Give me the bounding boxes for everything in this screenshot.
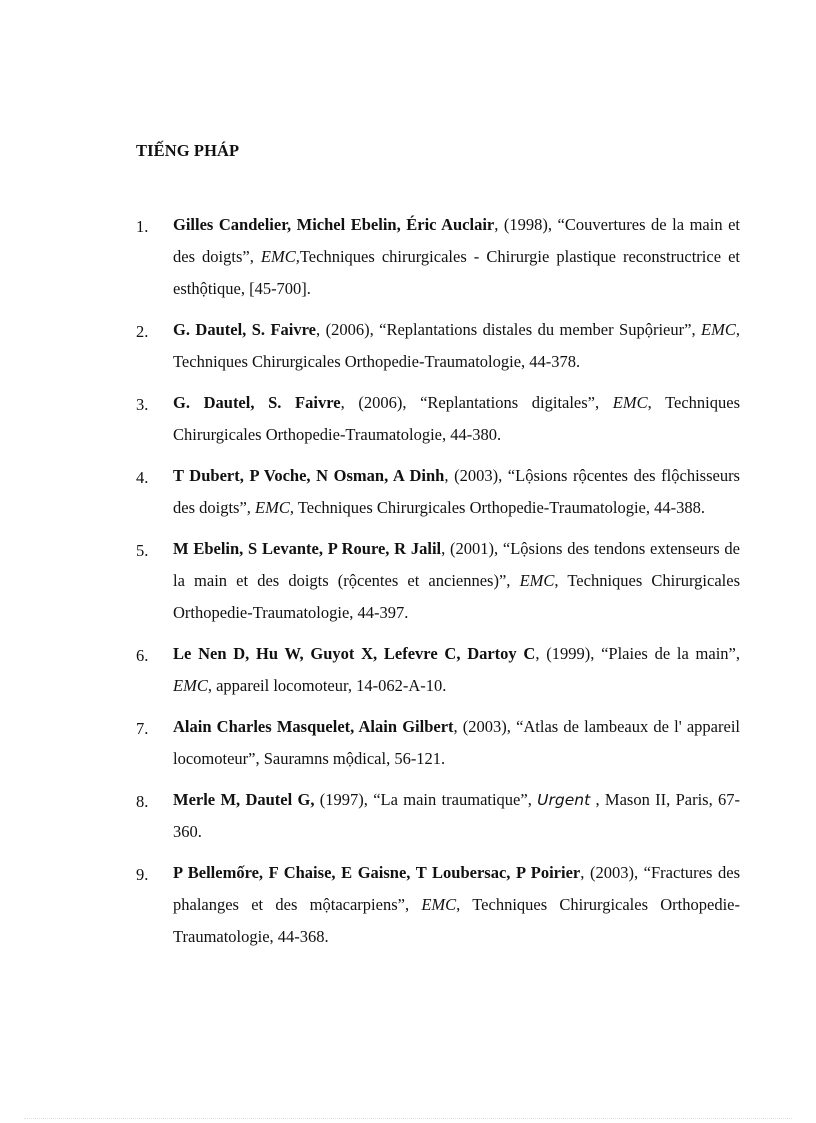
reference-source: , Techniques Chirurgicales Orthopedie-Traumatologie, 44-368. <box>173 894 740 947</box>
reference-authors: Le Nen D, Hu W, Guyot X, Lefevre C, Dartoy C <box>173 643 536 663</box>
reference-item-2 <box>136 314 740 378</box>
reference-number: 6. <box>136 645 149 665</box>
reference-item-6 <box>136 638 740 702</box>
reference-details: , (2003), “Lộsions rộcentes des flộchisseurs des doigts”, <box>173 465 740 518</box>
reference-details: , (1999), “Plaies de la main”, <box>535 643 740 663</box>
reference-number: 9. <box>136 864 149 884</box>
reference-item-3 <box>136 387 740 451</box>
reference-journal: EMC <box>173 676 208 696</box>
reference-item-4 <box>136 460 740 524</box>
reference-journal: EMC <box>519 571 555 591</box>
reference-details: , (1998), “Couvertures de la main et des doigts”, <box>173 215 741 267</box>
reference-item-5 <box>136 533 740 630</box>
reference-journal: EMC <box>612 393 648 413</box>
reference-authors: Alain Charles Masquelet, Alain Gilbert <box>173 716 454 736</box>
reference-source: , Techniques Chirurgicales Orthopedie-Traumatologie, 44-380. <box>173 393 740 445</box>
reference-source: , Techniques Chirurgicales Orthopedie-Traumatologie, 44-378. <box>173 320 740 372</box>
reference-authors: P Bellemốre, F Chaise, E Gaisne, T Loubersac, P Poirier <box>173 862 581 882</box>
reference-details: , (2006), “Replantations distales du member Supộrieur”, <box>316 320 702 340</box>
reference-item-9 <box>136 857 740 954</box>
reference-source: Techniques chirurgicales - Chirurgie plastique reconstructrice et esthộtique, [45-700]. <box>173 247 740 299</box>
reference-number: 3. <box>136 395 149 415</box>
reference-journal: Urgent <box>537 790 591 809</box>
reference-item-1 <box>136 209 740 306</box>
reference-authors: Merle M, Dautel G, <box>173 789 315 809</box>
reference-source: , appareil locomoteur, 14-062-A-10. <box>207 676 447 696</box>
reference-details: , (2003), “Atlas de lambeaux de l' appareil locomoteur”, Sauramns mộdical, 56-121. <box>173 716 740 769</box>
reference-authors: T Dubert, P Voche, N Osman, A Dinh <box>173 465 445 485</box>
reference-number: 4. <box>136 467 149 487</box>
reference-details: , (2001), “Lộsions des tendons extenseurs de la main et des doigts (rộcentes et anciennes)”, <box>173 538 741 591</box>
reference-authors: G. Dautel, S. Faivre <box>173 393 341 413</box>
reference-authors: M Ebelin, S Levante, P Roure, R Jalil <box>173 538 442 558</box>
reference-journal: EMC <box>421 894 457 914</box>
reference-source: , Techniques Chirurgicales Orthopedie-Traumatologie, 44-388. <box>289 498 705 518</box>
page-bottom-divider <box>24 1118 792 1119</box>
reference-source: , Mason II, Paris, 67-360. <box>173 789 741 841</box>
reference-details: , (2003), “Fractures des phalanges et des mộtacarpiens”, <box>173 862 740 914</box>
reference-journal: EMC, <box>260 247 300 267</box>
reference-number: 7. <box>136 718 149 738</box>
reference-journal: EMC <box>255 498 290 518</box>
reference-source: , Techniques Chirurgicales Orthopedie-Traumatologie, 44-397. <box>173 571 740 623</box>
reference-number: 1. <box>136 217 149 236</box>
reference-number: 8. <box>136 791 149 811</box>
reference-item-8 <box>136 784 740 848</box>
reference-details: , (2006), “Replantations digitales”, <box>340 393 613 413</box>
reference-authors: Gilles Candelier, Michel Ebelin, Éric Auclair <box>173 215 495 234</box>
reference-authors: G. Dautel, S. Faivre <box>173 320 316 340</box>
section-heading: TIẾNG PHÁP <box>136 141 240 160</box>
reference-list <box>136 209 740 962</box>
reference-journal: EMC <box>701 320 736 340</box>
reference-number: 5. <box>136 540 149 560</box>
reference-item-7 <box>136 711 740 775</box>
reference-details: (1997), “La main traumatique”, <box>314 789 538 809</box>
reference-number: 2. <box>136 322 149 342</box>
